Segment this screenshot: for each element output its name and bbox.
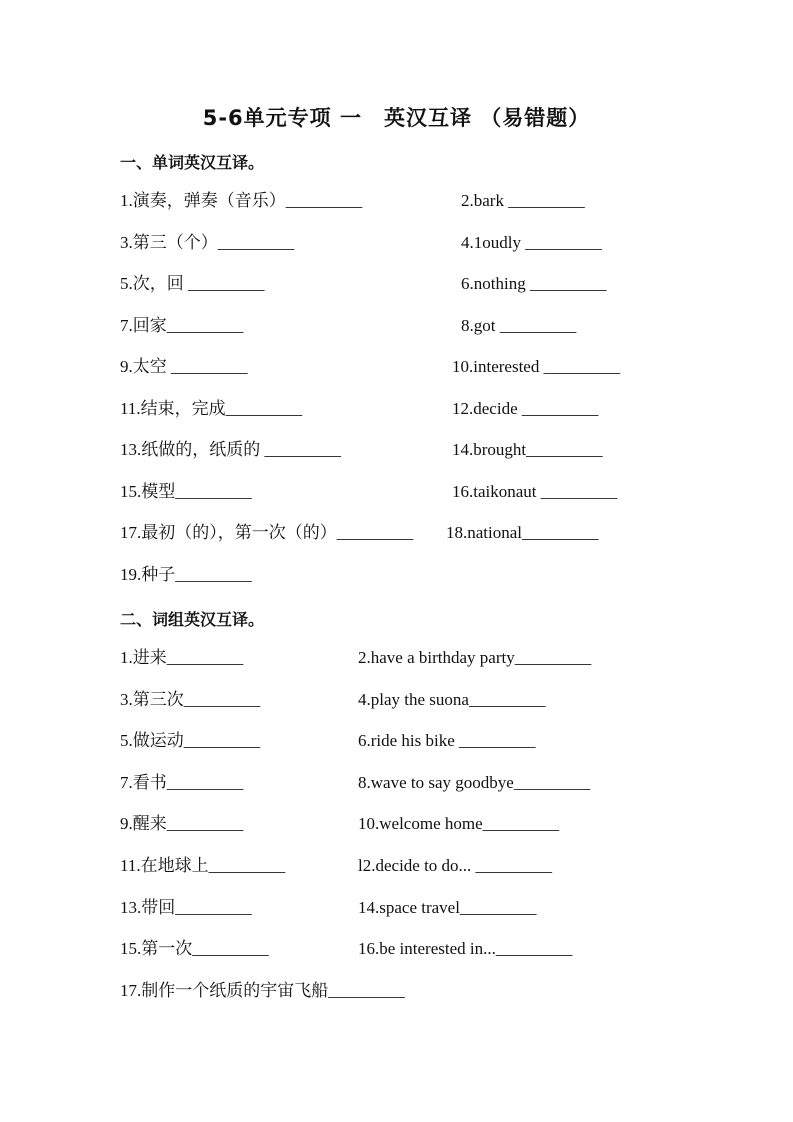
word-item-19: 19.种子_________ [120,565,252,584]
phrase-item-7: 7.看书_________ [120,773,244,792]
phrase-item-1: 1.进来_________ [120,648,244,667]
phrase-item-9: 9.醒来_________ [120,814,244,833]
phrase-item-4: 4.play the suona_________ [358,690,546,709]
phrase-item-10: 10.welcome home_________ [358,814,560,833]
phrase-item-2: 2.have a birthday party_________ [358,648,592,667]
phrase-item-17: 17.制作一个纸质的宇宙飞船_________ [120,981,405,1000]
word-item-7: 7.回家_________ [120,316,244,335]
word-item-17: 17.最初（的），第一次（的）_________ [120,523,414,542]
word-item-3: 3.第三（个）_________ [120,233,295,252]
word-item-14: 14.brought_________ [452,440,603,459]
word-item-10: 10.interested _________ [452,357,621,376]
section-heading-phrases: 二、词组英汉互译。 [120,610,265,629]
word-item-6: 6.nothing _________ [461,274,607,293]
word-item-2: 2.bark _________ [461,191,585,210]
word-item-9: 9.太空 _________ [120,357,248,376]
word-item-4: 4.1oudly _________ [461,233,602,252]
phrase-item-11: 11.在地球上_________ [120,856,286,875]
phrase-item-12: l2.decide to do... _________ [358,856,553,875]
phrase-item-15: 15.第一次_________ [120,939,269,958]
word-item-1: 1.演奏，弹奏（音乐）_________ [120,191,363,210]
phrase-item-16: 16.be interested in..._________ [358,939,573,958]
word-item-11: 11.结束，完成_________ [120,399,303,418]
phrase-item-14: 14.space travel_________ [358,898,537,917]
phrase-item-3: 3.第三次_________ [120,690,261,709]
word-item-8: 8.got _________ [461,316,577,335]
page-title: 5-6单元专项 一 英汉互译 （易错题） [202,106,591,130]
phrase-item-5: 5.做运动_________ [120,731,261,750]
phrase-item-13: 13.带回_________ [120,898,252,917]
phrase-item-8: 8.wave to say goodbye_________ [358,773,591,792]
word-item-5: 5.次，回 _________ [120,274,265,293]
phrase-item-6: 6.ride his bike _________ [358,731,536,750]
word-item-18: 18.national_________ [446,523,599,542]
word-item-15: 15.模型_________ [120,482,252,501]
word-item-13: 13.纸做的，纸质的 _________ [120,440,341,459]
section-heading-words: 一、单词英汉互译。 [120,153,265,172]
word-item-12: 12.decide _________ [452,399,599,418]
word-item-16: 16.taikonaut _________ [452,482,618,501]
